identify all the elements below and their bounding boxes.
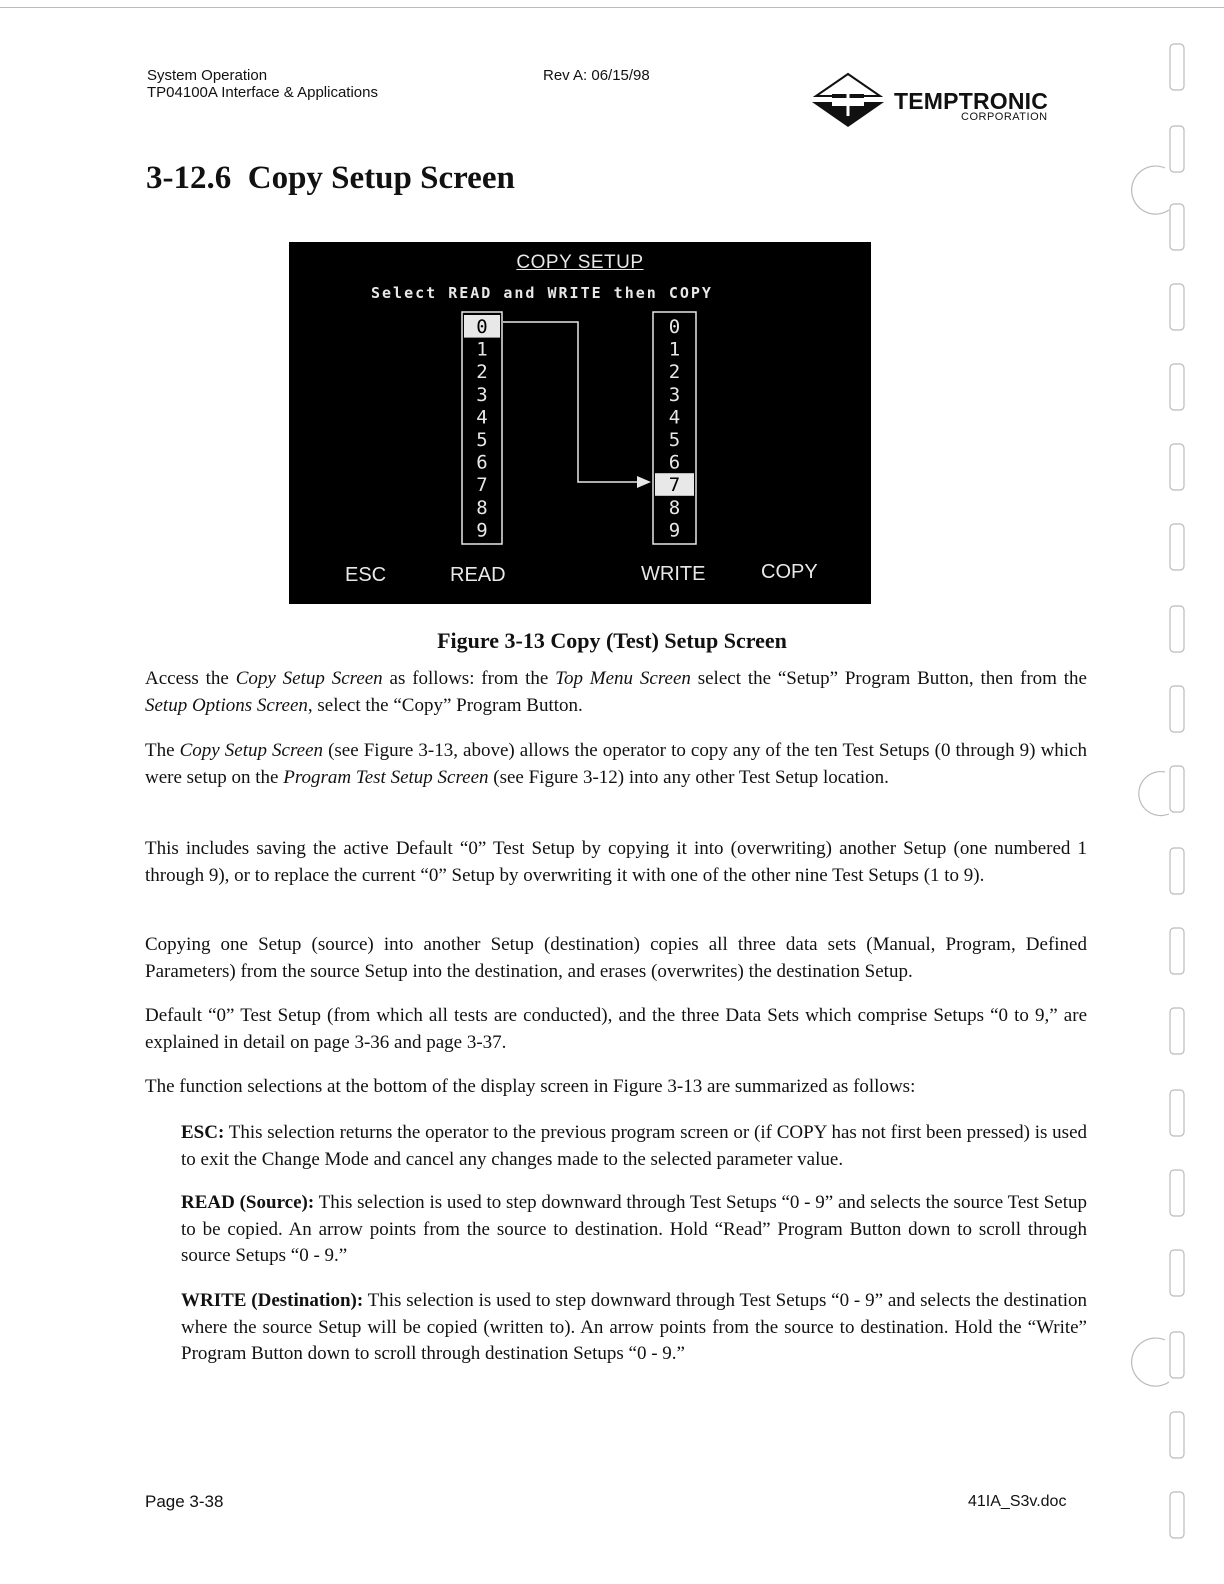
text-run: (see Figure 3-13, above) allows the operator to copy any of the ten Test Setups (0 through 9) which were setup on the [145,740,1087,788]
screen-button-read[interactable]: READ [450,564,506,586]
write-list [655,316,694,541]
text-run: Access the [145,668,236,689]
write-label: WRITE (Destination): [181,1290,364,1311]
paragraph-overview [145,738,1087,791]
text-run-italic: Program Test Setup Screen [283,766,489,788]
logo-subtitle: CORPORATION [961,111,1048,123]
paragraph-copying: Copying one Setup (source) into another Setup (destination) copies all three data sets (Manual, Program, Defined Parameters) from the source Setup into the destination, and erases (overwrites) the destination Setup. [145,934,1087,982]
paragraph-function-summary: The function selections at the bottom of the display screen in Figure 3-13 are summarized as follows: [145,1076,916,1097]
write-list-item-8[interactable]: 8 [668,496,681,519]
read-list-item-5[interactable]: 5 [476,429,488,451]
text-run: This selection returns the operator to the previous program screen or (if COPY has not first been pressed) is used to exit the Change Mode and cancel any changes made to the selected parameter value. [181,1122,1087,1170]
screen-instruction: Select READ and WRITE then COPY [371,284,713,302]
write-list-item-9[interactable]: 9 [668,519,681,542]
header-system-operation: System Operation [147,67,268,84]
read-list-item-7[interactable]: 7 [476,474,488,497]
temptronic-logo [808,72,1058,132]
section-title: 3-12.6 Copy Setup Screen [146,160,515,196]
copy-arrow-head [637,476,651,488]
write-list-item-6[interactable]: 6 [668,451,681,474]
read-list-item-9[interactable]: 9 [476,519,488,542]
write-list-item-2[interactable]: 2 [668,361,681,384]
read-list-item-6[interactable]: 6 [476,451,488,474]
footer-page-number: Page 3-38 [145,1492,224,1511]
logo-name: TEMPTRONIC [894,88,1049,114]
copy-arrow-line [503,322,639,482]
read-label: READ (Source): [181,1192,315,1213]
text-run: select the “Setup” Program Button, then from the [690,668,1087,689]
text-run: , select the “Copy” Program Button. [307,694,583,716]
screen-button-copy[interactable]: COPY [761,561,818,583]
write-list-item-1[interactable]: 1 [668,338,681,361]
header-revision: Rev A: 06/15/98 [543,67,650,84]
text-run-italic: Copy Setup Screen [179,740,324,761]
read-list [464,315,500,541]
binder-hole-marks [1125,30,1224,1584]
paragraph-esc [181,1120,1087,1173]
figure-caption: Figure 3-13 Copy (Test) Setup Screen [437,628,787,653]
text-run: (see Figure 3-12) into any other Test Setup location. [488,766,889,788]
paragraph-data-sets: Default “0” Test Setup (from which all tests are conducted), and the three Data Sets which comprise Setups “0 to 9,” are explained in detail on page 3-36 and page 3-37. [145,1005,1087,1053]
read-list-item-2[interactable]: 2 [476,361,488,384]
temptronic-logo-icon [808,72,888,130]
copy-setup-screen [289,242,871,604]
write-list-item-0[interactable]: 0 [668,316,681,338]
header-left [147,67,378,101]
read-list-item-8[interactable]: 8 [476,496,488,519]
screen-button-esc[interactable]: ESC [345,564,387,586]
text-run: This selection is used to step downward through Test Setups “0 - 9” and selects the source Test Setup to be copied. An arrow points from the source to destination. Hold “Read” Program Button down to scroll through source Setups “0 - 9.” [181,1192,1087,1266]
read-list-item-4[interactable]: 4 [476,406,488,429]
esc-label: ESC: [181,1122,225,1143]
write-list-item-3[interactable]: 3 [668,383,681,406]
text-run-italic: Copy Setup Screen [235,668,383,689]
text-run: The [145,740,180,761]
write-list-item-5[interactable]: 5 [668,429,681,451]
read-list-item-3[interactable]: 3 [476,383,488,406]
screen-title: COPY SETUP [516,252,644,273]
text-run-italic: Top Menu Screen [555,668,691,689]
write-list-item-4[interactable]: 4 [668,406,681,429]
text-run: This selection is used to step downward through Test Setups “0 - 9” and selects the destination where the source Setup will be copied (written to). An arrow points from the source to destination. Hold the “Write” Program Button down to scroll through destination Setups “0 - 9.” [181,1290,1087,1364]
paragraph-read [181,1190,1087,1270]
paragraph-default-setup: This includes saving the active Default “0” Test Setup by copying it into (overwriting) another Setup (one numbered 1 through 9), or to replace the current “0” Setup by overwriting it with one of the other nine Test Setups (1 to 9). [145,838,1087,886]
screen-lists [289,242,871,604]
text-run: as follows: from the [382,668,556,689]
read-list-item-1[interactable]: 1 [476,338,488,361]
header-manual-title: TP04100A Interface & Applications [147,84,378,101]
write-list-item-7[interactable]: 7 [668,474,681,497]
text-run-italic: Setup Options Screen [145,694,308,716]
screen-button-write[interactable]: WRITE [641,563,706,585]
paragraph-access [145,666,1087,719]
top-scan-rule [0,7,1224,8]
footer-file-name: 41IA_S3v.doc [968,1493,1067,1510]
paragraph-write [181,1288,1087,1368]
read-list-item-0[interactable]: 0 [476,316,488,338]
